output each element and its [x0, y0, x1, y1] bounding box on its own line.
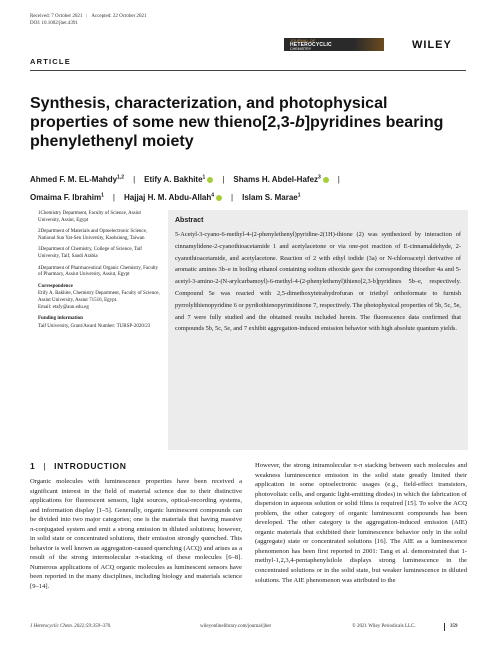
- paper-title-text: Synthesis, characterization, and photophysical properties of some new thieno[2,3-b]pyridines bearing phenylethenyl moiety: [30, 95, 444, 150]
- abstract-box: [168, 210, 468, 450]
- journal-logo-line1: JOURNAL OF: [290, 39, 316, 43]
- author[interactable]: [30, 175, 124, 184]
- section-title: INTRODUCTION: [54, 461, 127, 471]
- section-heading: [30, 461, 127, 471]
- body-column-right: However, the strong intramolecular π-π stacking between such molecules and weakness luminescence emission in the solid state greatly limited their application in some optoelectronic usages (e.g., field-effect transistors, photovoltaic cells, and organic light-emitting diodes) in which the fabrication of dispersion in aqueous solution or solid films is required [15]. To solve the ACQ problem, the other category of organic luminescent compounds has been developed. The other category is the aggregation-induced emission (AIE) organic materials that exhibited their luminescence behavior only in the solid (aggregate) state or concentrated solutions [16]. The AIE as a luminescence phenomenon has been first reported in 2001: Tang et al. demonstrated that 1-methyl-1,2,3,4-pentaphenylsilole displays strong luminescence in the concentrated solutions or in the solid state, but weaker luminescence in diluted solutions. The AIE phenomenon was attributed to the: [255, 462, 467, 584]
- author-affiliation-mark: 1: [297, 192, 301, 199]
- author-name: Omaima F. Ibrahim: [30, 193, 102, 203]
- funding-heading: Funding information: [38, 316, 83, 322]
- funding-text: Taif University, Grant/Award Number: TURSP-2020/23: [38, 323, 151, 329]
- abstract-text: 5-Acetyl-3-cyano-6-methyl-4-(2-phenylethenyl)pyridine-2(1H)-thione (2) was synthesized by interaction of cinnamylidene-2-cyanothioacetamide 1 and acetylacetone or via one-pot reaction of E-cinnamaldehyde, 2-cyanothioacetamide, and acetylacetone. Reaction of 2 with ethyl iodide (3a) or N-chloroacetyl derivative of aromatic amines 3b–e in boiling ethanol containing sodium ethoxide gave the corresponding thioether 4a and 5-acetyl-3-amino-2-(N-arylcarbamoyl)-6-methyl-4-(2-phenylethenyl)thieno[2,3-b]pyridines 5b–e, respectively. Compound 5e was reacted with 2,5-dimethoxytetrahydrofuran or triethyl orthoformate to furnish pyrrolylthienopyridine 6 or pyrdiothienopyrimidinone 7, respectively. The photophysical properties of 5b, 5c, 5e, and 7 were fully studied and the obtained results included herein. The fluorescence data confirmed that compounds 5b, 5c, 5e, and 7 exhibit aggregation-induced emission behavior with high absolute quantum yields.: [175, 231, 461, 333]
- author[interactable]: [124, 193, 222, 202]
- author-name: Hajjaj H. M. Abdu-Allah: [124, 193, 212, 203]
- footer-copyright: © 2021 Wiley Periodicals LLC.: [352, 624, 416, 629]
- author-affiliation-mark: 1: [202, 174, 206, 180]
- author-separator: |: [337, 174, 340, 184]
- author-name: Shams H. Abdel-Hafez: [233, 174, 319, 184]
- author-affiliation-mark: 1: [101, 192, 104, 199]
- correspondence-text: [38, 291, 162, 311]
- journal-logo-stripe: [354, 38, 384, 51]
- article-type: ARTICLE: [30, 57, 71, 66]
- author[interactable]: [144, 175, 213, 184]
- orcid-icon[interactable]: [323, 177, 329, 183]
- author-separator: |: [133, 174, 136, 184]
- journal-logo-line2: HETEROCYCLIC: [290, 42, 332, 48]
- author[interactable]: [30, 193, 104, 202]
- affiliation: 1Chemistry Department, Faculty of Science, Assiut University, Assiut, Egypt: [38, 211, 141, 223]
- correspondence-address: Etify A. Bakhite, Chemistry Department, Faculty of Science, Assiut University, Assiut 71516, Egypt.: [38, 291, 160, 303]
- header-divider: [30, 70, 466, 71]
- author-list: [30, 169, 470, 206]
- doi[interactable]: DOI: 10.1002/jhet.4391: [30, 21, 78, 26]
- author-separator: |: [222, 174, 225, 184]
- affiliation: 4Department of Pharmaceutical Organic Chemistry, Faculty of Pharmacy, Assiut University, Assiut, Egypt: [38, 265, 159, 278]
- author-separator: |: [231, 193, 234, 203]
- section-separator: |: [43, 461, 47, 471]
- affiliation: 3Department of Chemistry, College of Science, Taif University, Taif, Saudi Arabia: [38, 247, 142, 259]
- author-separator: |: [112, 193, 115, 203]
- accepted-date: Accepted: 22 October 2021: [91, 14, 147, 19]
- author[interactable]: [233, 175, 328, 184]
- paper-title: [30, 94, 450, 151]
- correspondence-email[interactable]: Email: etafy@aun.edu.eg: [38, 304, 89, 310]
- body-column-left: Organic molecules with luminescence properties have been received a significant interest in the field of material science due to their distinctive applications for fluorescent sensors, light sources, optical-recording systems, and information display [1–5]. Generally, organic luminescent compounds can be divided into two major categories; one is the materials that having massive π-conjugated system and emit a strong emission in diluted solutions; however, in solid state or concentrated solutions, their emission strongly quenched. This behavior is well known as aggregation-caused quenching (ACQ) and arises as a result of the strong intermolecular π-stacking of these molecules [6–8]. Numerous applications of ACQ organic molecules as luminescent sensors have been reported in the many disciplines, including biology and materials science [9–14].: [30, 478, 242, 591]
- journal-logo-line3: CHEMISTRY: [290, 47, 312, 51]
- author-name: Ahmed F. M. EL-Mahdy: [30, 174, 118, 184]
- article-meta: Received: 7 October 2021 | Accepted: 22 October 2021 DOI: 10.1002/jhet.4391: [30, 14, 147, 26]
- orcid-icon[interactable]: [216, 195, 222, 201]
- correspondence-heading: Correspondence: [38, 283, 73, 289]
- section-number: 1: [30, 461, 36, 471]
- author-name: Islam S. Marae: [242, 193, 298, 203]
- author-affiliation-mark: 3: [318, 174, 321, 180]
- author-name: Etify A. Bakhite: [144, 174, 203, 184]
- footer-citation: J Heterocyclic Chem. 2022;59:359–370.: [30, 624, 112, 629]
- author-affiliation-mark: 1,2: [117, 174, 125, 180]
- affiliations: [38, 211, 162, 335]
- received-date: Received: 7 October 2021: [30, 14, 83, 19]
- journal-logo: [284, 38, 384, 51]
- page-number: 359: [450, 624, 458, 629]
- publisher-logo: WILEY: [412, 39, 452, 51]
- affiliation: 2Department of Materials and Optoelectronic Science, National Sun Yat-Sen University, Kaohsiung, Taiwan: [38, 229, 148, 241]
- orcid-icon[interactable]: [207, 177, 213, 183]
- author[interactable]: [242, 193, 300, 202]
- locant: b: [294, 114, 305, 131]
- footer-url[interactable]: wileyonlinelibrary.com/journal/jhet: [200, 624, 271, 629]
- abstract-heading: Abstract: [175, 217, 204, 224]
- author-affiliation-mark: 4: [211, 192, 215, 199]
